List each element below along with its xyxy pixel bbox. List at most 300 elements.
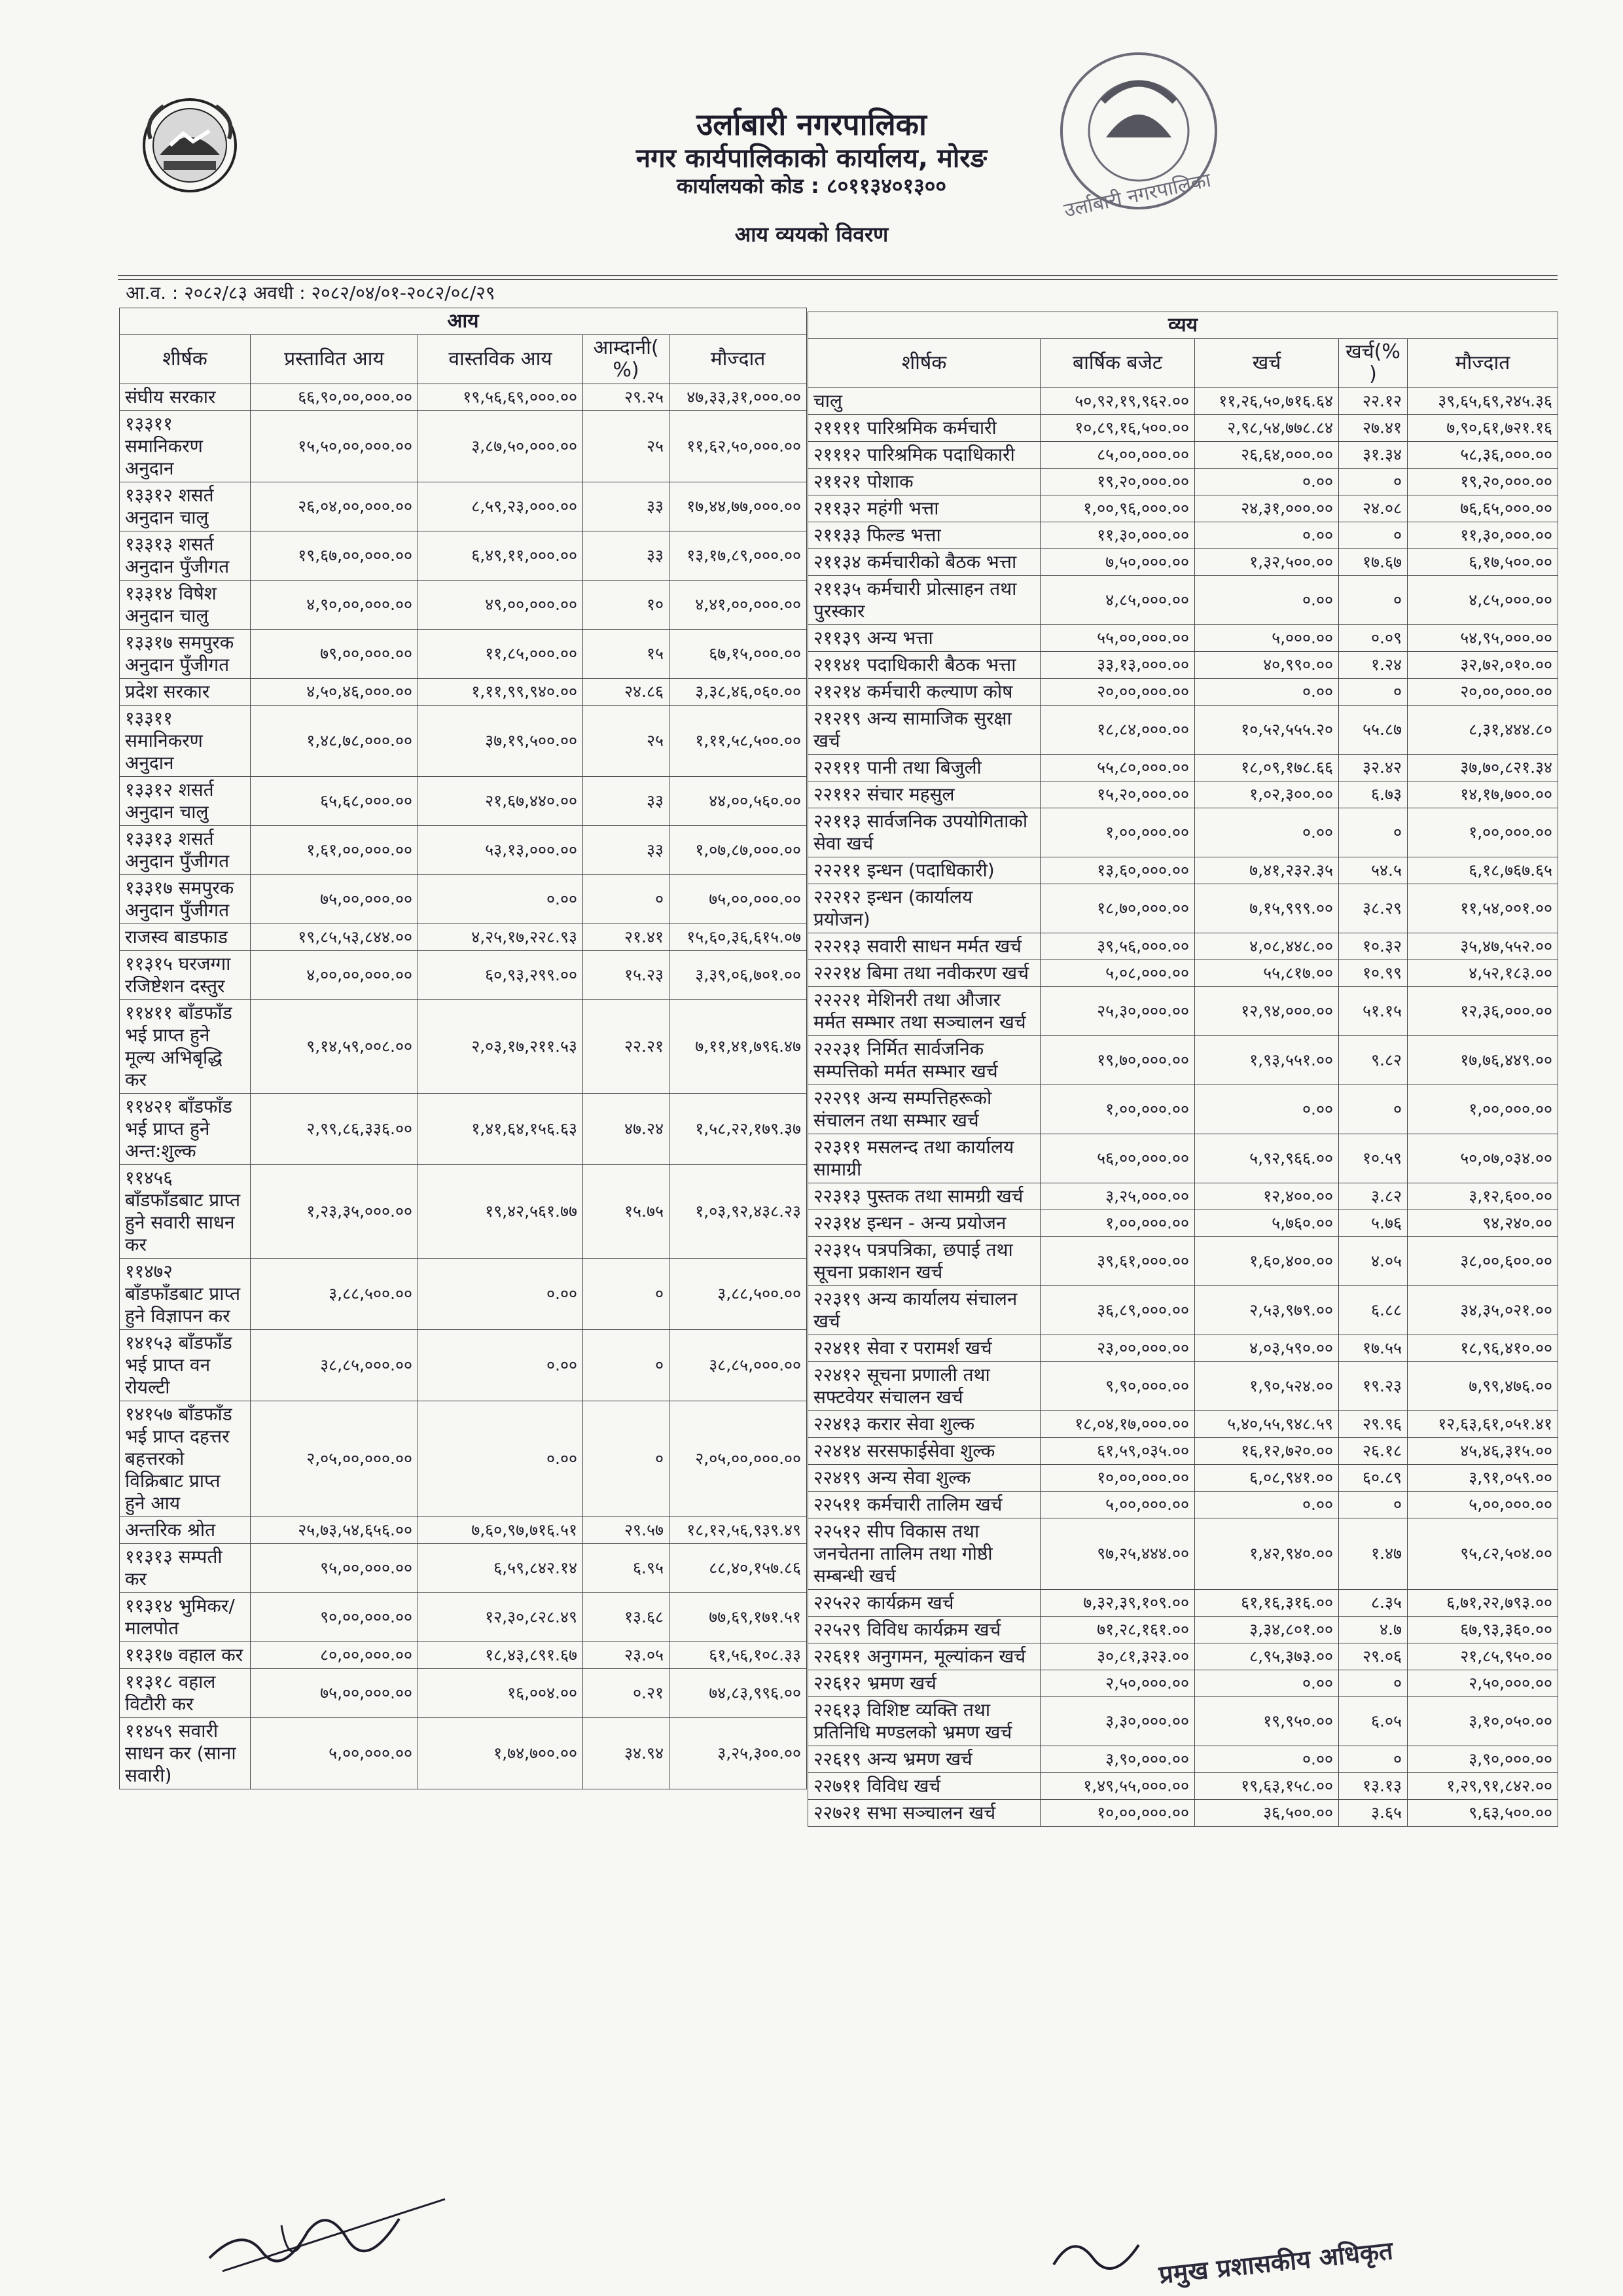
- expense-cell: ७,९०,६१,७२१.१६: [1408, 415, 1558, 442]
- expense-cell: १,०२,३००.००: [1195, 781, 1339, 808]
- income-row-title: १३३१७ समपुरक अनुदान पुँजीगत: [120, 630, 251, 679]
- income-cell: १,४८,७८,०००.००: [251, 706, 418, 777]
- expense-row-title: २२४१९ अन्य सेवा शुल्क: [808, 1465, 1041, 1492]
- expense-column-header: शीर्षक: [808, 339, 1041, 388]
- income-cell: ९०,००,०००.००: [251, 1593, 418, 1642]
- expense-cell: ११,३०,०००.००: [1041, 522, 1195, 549]
- income-cell: ११,८५,०००.००: [418, 630, 583, 679]
- expense-row-title: २२२११ इन्धन (पदाधिकारी): [808, 857, 1041, 884]
- expense-cell: १,६०,४००.००: [1195, 1237, 1339, 1286]
- expense-cell: ०.००: [1195, 808, 1339, 857]
- expense-cell: ८,३१,४४४.८०: [1408, 706, 1558, 755]
- expense-cell: ०: [1339, 1746, 1408, 1773]
- expense-row-title: २२६१९ अन्य भ्रमण खर्च: [808, 1746, 1041, 1773]
- income-table-row: [120, 1718, 807, 1789]
- expense-cell: ५,४०,५५,९४८.५९: [1195, 1411, 1339, 1438]
- expense-column-header: बार्षिक बजेट: [1041, 339, 1195, 388]
- income-cell: १५,६०,३६,६१५.०७: [669, 924, 807, 951]
- expense-cell: ५५,८०,०००.००: [1041, 755, 1195, 781]
- expense-cell: ६१,१६,३१६.००: [1195, 1590, 1339, 1617]
- seal-text: उर्लाबारी नगरपालिका: [1061, 168, 1213, 223]
- expense-cell: ५,००,०००.००: [1408, 1492, 1558, 1518]
- expense-cell: ५४.५: [1339, 857, 1408, 884]
- income-cell: १६,००४.००: [418, 1669, 583, 1718]
- expense-cell: ०.००: [1195, 1746, 1339, 1773]
- expense-cell: ५४,९५,०००.००: [1408, 625, 1558, 652]
- expense-table-row: [808, 1697, 1558, 1746]
- expense-cell: १,४९,५५,०००.००: [1041, 1773, 1195, 1800]
- expense-cell: १२,४००.००: [1195, 1183, 1339, 1210]
- income-cell: ६५,६८,०००.००: [251, 777, 418, 826]
- expense-cell: ८,९५,३७३.००: [1195, 1643, 1339, 1670]
- income-column-header: मौज्दात: [669, 335, 807, 384]
- expense-row-title: २२६१३ विशिष्ट व्यक्ति तथा प्रतिनिधि मण्डलको भ्रमण खर्च: [808, 1697, 1041, 1746]
- expense-cell: २,५०,०००.००: [1408, 1670, 1558, 1697]
- expense-cell: १,००,९६,०००.००: [1041, 495, 1195, 522]
- expense-cell: ३७,७०,८२१.३४: [1408, 755, 1558, 781]
- income-cell: ०.२१: [583, 1669, 669, 1718]
- income-cell: १८,४३,८९१.६७: [418, 1642, 583, 1669]
- income-table-row: [120, 482, 807, 531]
- income-cell: ०.००: [418, 1330, 583, 1401]
- expense-cell: ९,९०,०००.००: [1041, 1362, 1195, 1411]
- expense-cell: ९५,८२,५०४.००: [1408, 1518, 1558, 1590]
- income-row-title: ११४७२ बाँडफाँडबाट प्राप्त हुने विज्ञापन कर: [120, 1259, 251, 1330]
- expense-row-title: २२३११ मसलन्द तथा कार्यालय सामाग्री: [808, 1134, 1041, 1183]
- expense-cell: ०: [1339, 576, 1408, 625]
- income-cell: १९,४२,५६१.७७: [418, 1165, 583, 1259]
- expense-cell: २,५३,९७९.००: [1195, 1286, 1339, 1335]
- income-table-row: [120, 951, 807, 1000]
- expense-cell: ६,७१,२२,७९३.००: [1408, 1590, 1558, 1617]
- expense-column-header: मौज्दात: [1408, 339, 1558, 388]
- income-cell: ४,४१,००,०००.००: [669, 581, 807, 630]
- signatory-title: प्रमुख प्रशासकीय अधिकृत: [1157, 2236, 1395, 2289]
- expense-cell: ३४,३५,०२१.००: [1408, 1286, 1558, 1335]
- expense-table-row: [808, 652, 1558, 679]
- expense-cell: ४.०५: [1339, 1237, 1408, 1286]
- income-table-row: [120, 679, 807, 706]
- expense-cell: ८.३५: [1339, 1590, 1408, 1617]
- expense-cell: ६.८८: [1339, 1286, 1408, 1335]
- income-cell: ७५,००,०००.००: [669, 875, 807, 924]
- office-name: नगर कार्यपालिकाको कार्यालय, मोरङ: [635, 143, 988, 173]
- income-cell: १०: [583, 581, 669, 630]
- income-table-row: [120, 1642, 807, 1669]
- expense-table-row: [808, 469, 1558, 495]
- expense-cell: ७,९९,४७६.००: [1408, 1362, 1558, 1411]
- expense-table-row: [808, 884, 1558, 933]
- income-cell: ४,५०,४६,०००.००: [251, 679, 418, 706]
- income-cell: १९,६७,००,०००.००: [251, 531, 418, 581]
- income-cell: २३.०५: [583, 1642, 669, 1669]
- expense-table-row: [808, 495, 1558, 522]
- expense-cell: ०: [1339, 1492, 1408, 1518]
- income-cell: ०.००: [418, 1259, 583, 1330]
- income-row-title: प्रदेश सरकार: [120, 679, 251, 706]
- income-column-header: प्रस्तावित आय: [251, 335, 418, 384]
- header-rule: [118, 275, 1558, 276]
- income-cell: ४७.२४: [583, 1094, 669, 1165]
- expense-row-title: २११२१ पोशाक: [808, 469, 1041, 495]
- income-cell: ७,६०,९७,७१६.५१: [418, 1517, 583, 1544]
- expense-cell: १९,७०,०००.००: [1041, 1036, 1195, 1085]
- expense-cell: ६,०८,९४१.००: [1195, 1465, 1339, 1492]
- expense-table-row: [808, 857, 1558, 884]
- expense-row-title: २२५२९ विविध कार्यक्रम खर्च: [808, 1617, 1041, 1643]
- expense-row-title: २२२१४ बिमा तथा नवीकरण खर्च: [808, 960, 1041, 987]
- expense-cell: १९.२३: [1339, 1362, 1408, 1411]
- expense-cell: ०: [1339, 1670, 1408, 1697]
- income-table-row: [120, 1669, 807, 1718]
- expense-table-row: [808, 522, 1558, 549]
- income-cell: ३,८८,५००.००: [669, 1259, 807, 1330]
- income-cell: ६१,५६,१०८.३३: [669, 1642, 807, 1669]
- expense-row-title: २११३९ अन्य भत्ता: [808, 625, 1041, 652]
- income-cell: ८०,००,०००.००: [251, 1642, 418, 1669]
- income-cell: २१.४१: [583, 924, 669, 951]
- expense-cell: ३०,८१,३२३.००: [1041, 1643, 1195, 1670]
- expense-row-title: २२११२ संचार महसुल: [808, 781, 1041, 808]
- expense-table-row: [808, 1773, 1558, 1800]
- expense-cell: ३,३०,०००.००: [1041, 1697, 1195, 1746]
- income-row-title: ११३१८ वहाल विटौरी कर: [120, 1669, 251, 1718]
- income-table: [119, 308, 807, 1789]
- income-cell: ७,११,४१,७९६.४७: [669, 1000, 807, 1094]
- expense-row-title: २२४११ सेवा र परामर्श खर्च: [808, 1335, 1041, 1362]
- income-cell: ३,८७,५०,०००.००: [418, 411, 583, 482]
- expense-cell: ५०,०७,०३४.००: [1408, 1134, 1558, 1183]
- income-cell: १७,४४,७७,०००.००: [669, 482, 807, 531]
- expense-cell: २१,८५,९५०.००: [1408, 1643, 1558, 1670]
- expense-table-row: [808, 1643, 1558, 1670]
- expense-row-title: २११३४ कर्मचारीको बैठक भत्ता: [808, 549, 1041, 576]
- expense-row-title: २२६११ अनुगमन, मूल्यांकन खर्च: [808, 1643, 1041, 1670]
- expense-table-row: [808, 1411, 1558, 1438]
- expense-row-title: २२३१९ अन्य कार्यालय संचालन खर्च: [808, 1286, 1041, 1335]
- income-cell: ३३: [583, 777, 669, 826]
- income-cell: ३३: [583, 531, 669, 581]
- expense-cell: ०: [1339, 679, 1408, 706]
- expense-table-row: [808, 706, 1558, 755]
- expense-cell: ३,३४,८०१.००: [1195, 1617, 1339, 1643]
- income-cell: ७५,००,०००.००: [251, 1669, 418, 1718]
- expense-cell: १८,७०,०००.००: [1041, 884, 1195, 933]
- expense-cell: १२,३६,०००.००: [1408, 987, 1558, 1036]
- expense-cell: ३,९०,०००.००: [1041, 1746, 1195, 1773]
- expense-cell: ०.००: [1195, 469, 1339, 495]
- expense-cell: १२,९४,०००.००: [1195, 987, 1339, 1036]
- income-cell: ६,४९,११,०००.००: [418, 531, 583, 581]
- expense-row-title: २१११२ पारिश्रमिक पदाधिकारी: [808, 442, 1041, 469]
- left-signature-icon: [203, 2186, 452, 2284]
- expense-cell: १,९०,५२४.००: [1195, 1362, 1339, 1411]
- expense-cell: ०: [1339, 808, 1408, 857]
- expense-cell: ३९,६५,६९,२४५.३६: [1408, 388, 1558, 415]
- expense-cell: ६०.८९: [1339, 1465, 1408, 1492]
- expense-cell: १६,१२,७२०.००: [1195, 1438, 1339, 1465]
- expense-cell: ५१.१५: [1339, 987, 1408, 1036]
- expense-cell: ७,४१,२३२.३५: [1195, 857, 1339, 884]
- income-row-title: अन्तरिक श्रोत: [120, 1517, 251, 1544]
- expense-cell: ६,१७,५००.००: [1408, 549, 1558, 576]
- expense-row-title: २११३५ कर्मचारी प्रोत्साहन तथा पुरस्कार: [808, 576, 1041, 625]
- income-table-row: [120, 1401, 807, 1517]
- income-table-row: [120, 875, 807, 924]
- income-row-title: १३३११ समानिकरण अनुदान: [120, 706, 251, 777]
- expense-table-row: [808, 1518, 1558, 1590]
- expense-cell: ३,१२,६००.००: [1408, 1183, 1558, 1210]
- income-cell: १५: [583, 630, 669, 679]
- income-cell: ०.००: [418, 875, 583, 924]
- income-cell: ५३,१३,०००.००: [418, 826, 583, 875]
- expense-cell: १०,८९,१६,५००.००: [1041, 415, 1195, 442]
- income-cell: १,७४,७००.००: [418, 1718, 583, 1789]
- expense-cell: ४,०८,४४८.००: [1195, 933, 1339, 960]
- expense-cell: १,४२,९४०.००: [1195, 1518, 1339, 1590]
- expense-cell: १९,९५०.००: [1195, 1697, 1339, 1746]
- expense-cell: ५५,८१७.००: [1195, 960, 1339, 987]
- expense-cell: ४०,९९०.००: [1195, 652, 1339, 679]
- expense-cell: ७,५०,०००.००: [1041, 549, 1195, 576]
- expense-cell: ९७,२५,४४४.००: [1041, 1518, 1195, 1590]
- expense-cell: ०.००: [1195, 1492, 1339, 1518]
- expense-table-row: [808, 1800, 1558, 1827]
- expense-cell: ०.००: [1195, 1085, 1339, 1134]
- expense-cell: ३,९१,०५९.००: [1408, 1465, 1558, 1492]
- income-cell: ०: [583, 875, 669, 924]
- income-cell: ११,६२,५०,०००.००: [669, 411, 807, 482]
- expense-cell: ११,२६,५०,७१६.६४: [1195, 388, 1339, 415]
- income-cell: ३,३९,०६,७०१.००: [669, 951, 807, 1000]
- income-cell: ४९,००,०००.००: [418, 581, 583, 630]
- income-cell: ४४,००,५६०.००: [669, 777, 807, 826]
- expense-cell: २९.९६: [1339, 1411, 1408, 1438]
- expense-cell: ३६,५००.००: [1195, 1800, 1339, 1827]
- expense-table-row: [808, 1286, 1558, 1335]
- income-cell: १,०३,९२,४३८.२३: [669, 1165, 807, 1259]
- expense-cell: १५,२०,०००.००: [1041, 781, 1195, 808]
- income-cell: २,०५,००,०००.००: [669, 1401, 807, 1517]
- income-cell: ६७,१५,०००.००: [669, 630, 807, 679]
- income-table-row: [120, 706, 807, 777]
- expense-table-row: [808, 1438, 1558, 1465]
- income-cell: २,०३,१७,२११.५३: [418, 1000, 583, 1094]
- expense-row-title: २२६१२ भ्रमण खर्च: [808, 1670, 1041, 1697]
- income-cell: ०.००: [418, 1401, 583, 1517]
- income-table-row: [120, 1330, 807, 1401]
- income-row-title: ११३१७ वहाल कर: [120, 1642, 251, 1669]
- income-table-row: [120, 1259, 807, 1330]
- income-cell: १५,५०,००,०००.००: [251, 411, 418, 482]
- expense-cell: ५०,९२,१९,९६२.००: [1041, 388, 1195, 415]
- expense-cell: ५,००,०००.००: [1041, 1492, 1195, 1518]
- expense-row-title: २२७११ विविध खर्च: [808, 1773, 1041, 1800]
- expense-cell: ५८,३६,०००.००: [1408, 442, 1558, 469]
- expense-cell: ५,०८,०००.००: [1041, 960, 1195, 987]
- expense-cell: १.४७: [1339, 1518, 1408, 1590]
- expense-table-row: [808, 442, 1558, 469]
- expense-table-row: [808, 933, 1558, 960]
- income-cell: ३,३८,४६,०६०.००: [669, 679, 807, 706]
- expense-cell: १०.३२: [1339, 933, 1408, 960]
- income-table-row: [120, 1000, 807, 1094]
- income-cell: १,४१,६४,१५६.६३: [418, 1094, 583, 1165]
- expense-row-title: २२४१३ करार सेवा शुल्क: [808, 1411, 1041, 1438]
- income-cell: ०: [583, 1330, 669, 1401]
- expense-cell: ४,०३,५९०.००: [1195, 1335, 1339, 1362]
- expense-cell: ४,८५,०००.००: [1041, 576, 1195, 625]
- income-row-title: ११३१५ घरजग्गा रजिष्टेशन दस्तुर: [120, 951, 251, 1000]
- expense-cell: ६.७३: [1339, 781, 1408, 808]
- income-cell: ९५,००,०००.००: [251, 1544, 418, 1593]
- income-cell: २५: [583, 411, 669, 482]
- income-row-title: १३३१४ विषेश अनुदान चालु: [120, 581, 251, 630]
- report-title: आय व्ययको विवरण: [734, 222, 889, 247]
- income-table-row: [120, 777, 807, 826]
- expense-row-title: २२५२२ कार्यक्रम खर्च: [808, 1590, 1041, 1617]
- income-cell: १२,३०,८२८.४९: [418, 1593, 583, 1642]
- expense-cell: ७,३२,३९,१०९.००: [1041, 1590, 1195, 1617]
- expense-table-row: [808, 987, 1558, 1036]
- expense-cell: ३३,१३,०००.००: [1041, 652, 1195, 679]
- income-table-row: [120, 1165, 807, 1259]
- expense-cell: १९,६३,१५८.००: [1195, 1773, 1339, 1800]
- expense-cell: १०,५२,५५५.२०: [1195, 706, 1339, 755]
- income-cell: ३,८८,५००.००: [251, 1259, 418, 1330]
- expense-cell: ३,१०,०५०.००: [1408, 1697, 1558, 1746]
- income-cell: २९.५७: [583, 1517, 669, 1544]
- expense-cell: ३८.२९: [1339, 884, 1408, 933]
- expense-cell: ०.००: [1195, 576, 1339, 625]
- income-cell: ३८,८५,०००.००: [251, 1330, 418, 1401]
- income-row-title: संघीय सरकार: [120, 384, 251, 411]
- income-cell: ७५,००,०००.००: [251, 875, 418, 924]
- expense-cell: ०: [1339, 522, 1408, 549]
- income-cell: ४७,३३,३१,०००.००: [669, 384, 807, 411]
- expense-cell: १४,१७,७००.००: [1408, 781, 1558, 808]
- income-table-row: [120, 411, 807, 482]
- expense-cell: १८,९६,४१०.००: [1408, 1335, 1558, 1362]
- income-row-title: ११४२१ बाँडफाँड भई प्राप्त हुने अन्त:शुल्क: [120, 1094, 251, 1165]
- expense-row-title: २२४१४ सरसफाईसेवा शुल्क: [808, 1438, 1041, 1465]
- expense-cell: १,००,०००.००: [1041, 808, 1195, 857]
- income-cell: २१,६७,४४०.००: [418, 777, 583, 826]
- expense-section-title: व्यय: [808, 312, 1558, 339]
- expense-cell: १,२९,९१,८४२.००: [1408, 1773, 1558, 1800]
- expense-cell: ५,७६०.००: [1195, 1210, 1339, 1237]
- expense-table-row: [808, 781, 1558, 808]
- income-cell: ४,२५,१७,२२८.९३: [418, 924, 583, 951]
- income-row-title: ११४५६ बाँडफाँडबाट प्राप्त हुने सवारी साधन कर: [120, 1165, 251, 1259]
- office-code: कार्यालयको कोड : ८०११३४०१३००: [676, 173, 947, 198]
- income-cell: ८८,४०,१५७.८६: [669, 1544, 807, 1593]
- expense-table-row: [808, 1183, 1558, 1210]
- expense-cell: ४.७: [1339, 1617, 1408, 1643]
- fiscal-period: आ.व. : २०८२/८३ अवधी : २०८२/०४/०१-२०८२/०८/२९: [126, 282, 495, 304]
- expense-row-title: २११३३ फिल्ड भत्ता: [808, 522, 1041, 549]
- income-row-title: १४१५३ बाँडफाँड भई प्राप्त वन रोयल्टी: [120, 1330, 251, 1401]
- income-cell: ३,२५,३००.००: [669, 1718, 807, 1789]
- expense-cell: २५,३०,०००.००: [1041, 987, 1195, 1036]
- expense-cell: ४,५२,१८३.००: [1408, 960, 1558, 987]
- expense-row-title: २११४१ पदाधिकारी बैठक भत्ता: [808, 652, 1041, 679]
- income-row-title: ११३१३ सम्पती कर: [120, 1544, 251, 1593]
- expense-cell: ७,१५,९९९.००: [1195, 884, 1339, 933]
- expense-cell: ११,३०,०००.००: [1408, 522, 1558, 549]
- expense-cell: १,००,०००.००: [1408, 808, 1558, 857]
- expense-table-row: [808, 1617, 1558, 1643]
- expense-cell: १८,०४,१७,०००.००: [1041, 1411, 1195, 1438]
- income-row-title: १४१५७ बाँडफाँड भई प्राप्त दहत्तर बहत्तरको विक्रिबाट प्राप्त हुने आय: [120, 1401, 251, 1517]
- expense-cell: ३.६५: [1339, 1800, 1408, 1827]
- income-row-title: राजस्व बाडफाड: [120, 924, 251, 951]
- expense-cell: २३,००,०००.००: [1041, 1335, 1195, 1362]
- expense-row-title: २११११ पारिश्रमिक कर्मचारी: [808, 415, 1041, 442]
- expense-cell: ६.०५: [1339, 1697, 1408, 1746]
- expense-cell: ३१.३४: [1339, 442, 1408, 469]
- income-cell: ४,००,००,०००.००: [251, 951, 418, 1000]
- expense-row-title: २२२१३ सवारी साधन मर्मत खर्च: [808, 933, 1041, 960]
- expense-cell: ०.००: [1195, 679, 1339, 706]
- income-cell: ४,९०,००,०००.००: [251, 581, 418, 630]
- income-cell: १९,८५,५३,८४४.००: [251, 924, 418, 951]
- expense-table-row: [808, 415, 1558, 442]
- expense-cell: ९,६३,५००.००: [1408, 1800, 1558, 1827]
- expense-cell: २७.४१: [1339, 415, 1408, 442]
- income-cell: १,२३,३५,०००.००: [251, 1165, 418, 1259]
- expense-cell: १९,२०,०००.००: [1041, 469, 1195, 495]
- income-cell: ६,५९,८४२.१४: [418, 1544, 583, 1593]
- income-cell: १,६१,००,०००.००: [251, 826, 418, 875]
- income-cell: ६६,९०,००,०००.००: [251, 384, 418, 411]
- income-cell: २४.८६: [583, 679, 669, 706]
- expense-table-row: [808, 1746, 1558, 1773]
- expense-cell: ०.०९: [1339, 625, 1408, 652]
- expense-cell: ६७,९३,३६०.००: [1408, 1617, 1558, 1643]
- expense-cell: ५,९२,९६६.००: [1195, 1134, 1339, 1183]
- expense-cell: ३८,००,६००.००: [1408, 1237, 1558, 1286]
- income-table-row: [120, 581, 807, 630]
- income-row-title: ११३१४ भुमिकर/ मालपोत: [120, 1593, 251, 1642]
- expense-cell: ०: [1339, 1085, 1408, 1134]
- expense-cell: १९,२०,०००.००: [1408, 469, 1558, 495]
- expense-cell: ४५,४६,३१५.००: [1408, 1438, 1558, 1465]
- income-table-row: [120, 384, 807, 411]
- expense-table-row: [808, 549, 1558, 576]
- income-cell: ८,५९,२३,०००.००: [418, 482, 583, 531]
- expense-cell: १,००,०००.००: [1041, 1210, 1195, 1237]
- expense-cell: २०,००,०००.००: [1041, 679, 1195, 706]
- expense-cell: १२,६३,६१,०५१.४१: [1408, 1411, 1558, 1438]
- expense-row-title: २१२१९ अन्य सामाजिक सुरक्षा खर्च: [808, 706, 1041, 755]
- expense-cell: ७६,६५,०००.००: [1408, 495, 1558, 522]
- income-cell: २६,०४,००,०००.००: [251, 482, 418, 531]
- expense-cell: १०.५९: [1339, 1134, 1408, 1183]
- right-signature-block: [1047, 2238, 1544, 2291]
- income-cell: ०: [583, 1259, 669, 1330]
- expense-column-header: खर्च: [1195, 339, 1339, 388]
- expense-row-title: २२३१३ पुस्तक तथा सामग्री खर्च: [808, 1183, 1041, 1210]
- expense-cell: २९.०६: [1339, 1643, 1408, 1670]
- expense-cell: ३,९०,०००.००: [1408, 1746, 1558, 1773]
- income-cell: ३३: [583, 482, 669, 531]
- expense-row-title: २२७२१ सभा सञ्चालन खर्च: [808, 1800, 1041, 1827]
- expense-cell: २०,००,०००.००: [1408, 679, 1558, 706]
- expense-table-row: [808, 1335, 1558, 1362]
- expense-table-row: [808, 1210, 1558, 1237]
- expense-cell: ५,०००.००: [1195, 625, 1339, 652]
